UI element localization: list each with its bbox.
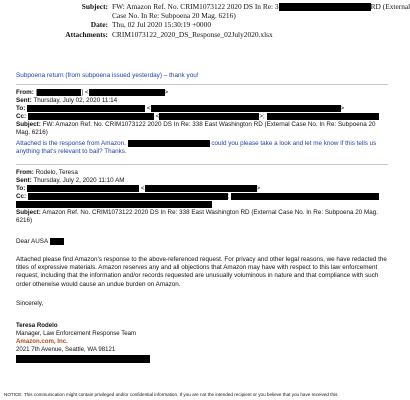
email1-cc-row: Cc: < >; [16,113,386,121]
signature [16,322,150,364]
subject-text-part2: RD (External [370,2,410,11]
email2-cc-row2 [16,201,386,209]
closing: Sincerely, [16,300,44,307]
redaction-box [28,193,228,200]
subject-text-line2: Case No. In Re: Subpoena 20 Mag. 6216) [112,11,236,21]
greeting: Dear AUSA [16,238,388,246]
header-date-row [0,20,400,29]
redaction-box [37,89,81,96]
redaction-box [27,185,139,192]
redaction-box [145,185,257,192]
date-label: Date: [90,20,108,30]
email1-body: Attached is the response from Amazon. could you please take a look and let me know if this tells us anything that's relevant to bail? Thanks. [16,140,377,156]
date-value: Thu, 02 Jul 2020 15:30:19 +0000 [112,20,212,30]
email-header [0,2,410,39]
signature-address: 2021 7th Avenue, Seattle, WA 98121 [16,346,116,353]
header-attachments-row [0,30,400,39]
cc-label: Cc: [16,113,27,121]
redaction-box [159,113,259,120]
subject-value: FW: Amazon Ref. No. CRIM1073122 2020 DS In Re: 338 East Washington RD (External Case No. In Re: Subpoena 20 Mag. 6216) [16,121,376,136]
body-paragraph: Attached please find Amazon's response to the above-referenced request. For privacy and other legal reasons, we have redacted the titles of expressive materials. Amazon reserves any and all objections that Amazon may have with respect to this law enforcement request, including that the information and/or records requested are unusually voluminous in nature and that compliance with such order otherwise would cause an undue burden on Amazon. [16,256,387,288]
signature-company: Amazon.com, Inc. [16,338,68,345]
signature-title: Manager, Law Enforcement Response Team [16,330,137,337]
email2-sent-row [16,177,386,185]
sent-value: Thursday, July 02, 2020 11:14 [33,97,118,104]
redaction-box [279,3,371,11]
to-label: To: [16,105,26,113]
divider [16,84,388,85]
header-subject-row [0,2,410,21]
signature-name: Teresa Rodelo [16,322,58,329]
attachment-filename[interactable]: CRIM1073122_2020_DS_Response_02July2020.xlsx [112,29,273,39]
confidentiality-notice: NOTICE: This communication might contain privileged and/or confidential information. If you are not the intended recipient or you believe that you have received this [4,392,338,397]
cc-label: Cc: [16,193,27,201]
email1-to-row: To: < > [16,105,345,113]
subject-value: Amazon Ref. No. CRIM1073122 2020 DS In Re: 338 East Washington RD (External Case No. In Re: Subpoena 20 Mag. 6216) [16,209,379,224]
to-label: To: [16,185,26,193]
from-label: From: [16,169,34,176]
redaction-box [16,355,150,363]
from-label: From: [16,89,34,97]
redaction-box [231,193,379,200]
email1-subject-row [16,121,386,137]
redaction-box [267,113,379,120]
attachments-label: Attachments: [65,29,108,39]
subject-label: Subject: [81,2,108,11]
redaction-box [50,238,64,245]
redaction-box [128,140,210,147]
from-value: Rodelo, Teresa [35,169,78,176]
email2-from-row [16,169,386,177]
email1-fields [16,89,386,137]
redaction-box [151,105,341,112]
sent-label: Sent: [16,177,32,184]
subject-label: Subject: [16,209,41,216]
redaction-box [28,113,154,120]
forward-note: Subpoena return (from subpoena issued yesterday) – thank you! [16,72,199,79]
sent-label: Sent: [16,97,32,104]
email2-to-row: To: < > [16,185,261,193]
email1-from-row: From: ] < > [16,89,169,97]
email1-sent-row [16,97,386,105]
email2-subject-row [16,209,386,225]
divider [16,164,388,165]
redaction-box [89,89,165,96]
redaction-box [16,201,212,208]
email2-fields [16,169,386,225]
email2-cc-row: Cc: ; [16,193,386,201]
subject-text-part1: FW: Amazon Ref. No. CRIM1073122 2020 DS In Re: 3 [112,2,279,11]
sent-value: Thursday, July 2, 2020 11:10 AM [33,177,125,184]
redaction-box [27,105,145,112]
subject-label: Subject: [16,121,41,128]
